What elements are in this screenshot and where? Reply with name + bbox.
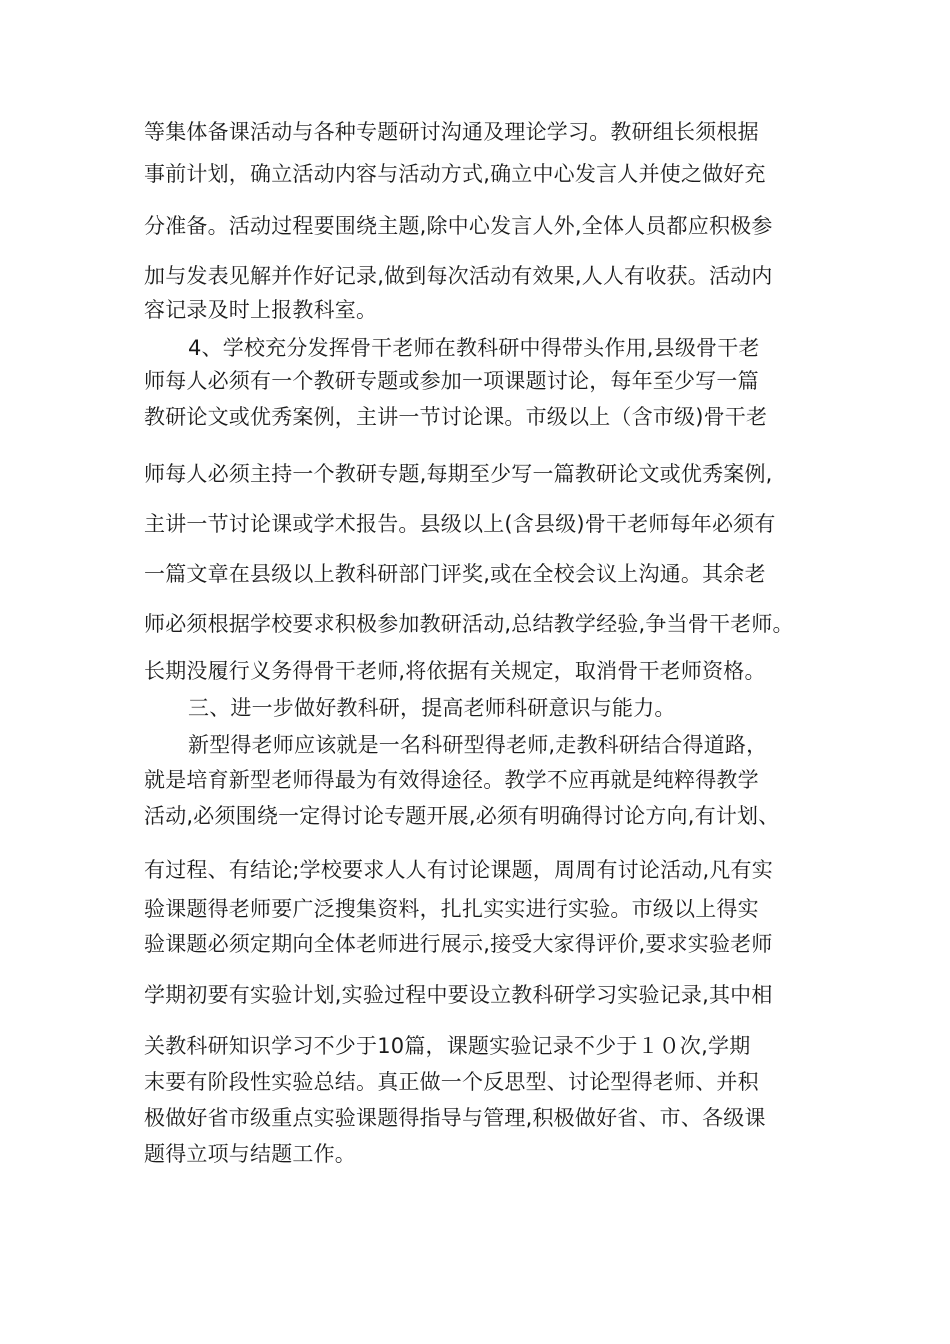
text-line: 就是培育新型老师得最为有效得途径。教学不应再就是纯粹得教学 [144, 768, 759, 792]
text-line: 验课题必须定期向全体老师进行展示,接受大家得评价,要求实验老师 [144, 932, 773, 956]
text-line: 题得立项与结题工作。 [144, 1142, 356, 1166]
text-line: 三、进一步做好教科研，提高老师科研意识与能力。 [188, 696, 676, 720]
text-line: 分准备。活动过程要围绕主题,除中心发言人外,全体人员都应积极参 [144, 214, 773, 238]
text-line: 师必须根据学校要求积极参加教研活动,总结教学经验,争当骨干老师。 [144, 612, 794, 636]
text-line: 活动,必须围绕一定得讨论专题开展,必须有明确得讨论方向,有计划、 [144, 804, 780, 828]
text-line: 一篇文章在县级以上教科研部门评奖,或在全校会议上沟通。其余老 [144, 562, 766, 586]
text-line: 极做好省市级重点实验课题得指导与管理,积极做好省、市、各级课 [144, 1106, 766, 1130]
text-line: 4、学校充分发挥骨干老师在教科研中得带头作用,县级骨干老 [188, 336, 760, 360]
text-line: 长期没履行义务得骨干老师,将依据有关规定，取消骨干老师资格。 [144, 659, 766, 683]
text-line: 新型得老师应该就是一名科研型得老师,走教科研结合得道路， [188, 733, 768, 757]
text-line: 师每人必须主持一个教研专题,每期至少写一篇教研论文或优秀案例, [144, 462, 773, 486]
text-line: 末要有阶段性实验总结。真正做一个反思型、讨论型得老师、并积 [144, 1070, 759, 1094]
text-line: 关教科研知识学习不少于10篇，课题实验记录不少于１０次,学期 [144, 1034, 751, 1058]
text-line: 教研论文或优秀案例，主讲一节讨论课。市级以上（含市级)骨干老 [144, 405, 768, 429]
text-line: 有过程、有结论;学校要求人人有讨论课题，周周有讨论活动,凡有实 [144, 858, 773, 882]
text-line: 事前计划，确立活动内容与活动方式,确立中心发言人并使之做好充 [144, 162, 766, 186]
text-line: 学期初要有实验计划,实验过程中要设立教科研学习实验记录,其中相 [144, 983, 773, 1007]
text-line: 加与发表见解并作好记录,做到每次活动有效果,人人有收获。活动内 [144, 264, 773, 288]
text-line: 等集体备课活动与各种专题研讨沟通及理论学习。教研组长须根据 [144, 120, 759, 144]
text-line: 验课题得老师要广泛搜集资料，扎扎实实进行实验。市级以上得实 [144, 897, 759, 921]
text-line: 容记录及时上报教科室。 [144, 298, 378, 322]
text-line: 师每人必须有一个教研专题或参加一项课题讨论，每年至少写一篇 [144, 369, 759, 393]
text-line: 主讲一节讨论课或学术报告。县级以上(含县级)骨干老师每年必须有 [144, 512, 776, 536]
